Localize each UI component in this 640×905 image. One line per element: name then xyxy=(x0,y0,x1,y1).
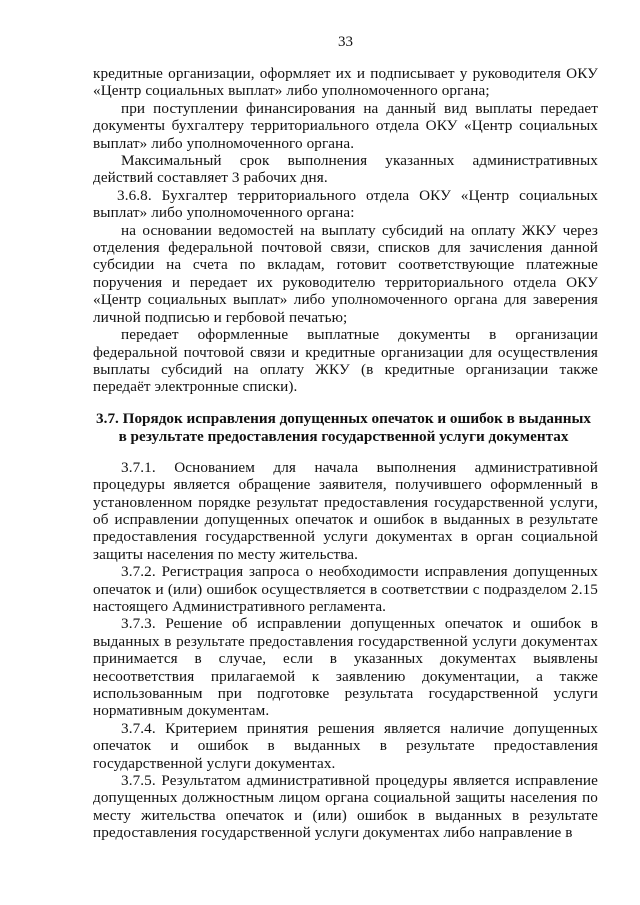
paragraph: 3.7.4. Критерием принятия решения является наличие допущенных опечаток и ошибок в выданных в результате предоставления государственной услуги документах. xyxy=(93,719,598,772)
paragraph: 3.7.5. Результатом административной процедуры является исправление допущенных должностным лицом органа социальной защиты населения по месту жительства опечаток и (или) ошибок в выданных в результате предоставления государственной услуги документах либо направление в xyxy=(93,772,598,842)
section-heading: 3.7. Порядок исправления допущенных опечаток и ошибок в выданных в результате предоставления государственной услуги документах xyxy=(96,409,591,445)
paragraph: передает оформленные выплатные документы в организации федеральной почтовой связи и кредитные организации для осуществления выплаты субсидий на оплату ЖКУ (в кредитные организации также передаёт электронные списки). xyxy=(93,326,598,396)
paragraph: 3.7.2. Регистрация запроса о необходимости исправления допущенных опечаток и (или) ошибок осуществляется в соответствии с подразделом 2.15 настоящего Административного регламента. xyxy=(93,563,598,615)
page-number: 33 xyxy=(338,34,353,50)
paragraph: кредитные организации, оформляет их и подписывает у руководителя ОКУ «Центр социальных выплат» либо уполномоченного органа; xyxy=(93,65,598,100)
paragraph: Максимальный срок выполнения указанных административных действий составляет 3 рабочих дня. xyxy=(93,152,598,187)
paragraph: на основании ведомостей на выплату субсидий на оплату ЖКУ через отделения федеральной почтовой связи, списков для зачисления данной субсидии на счета по вкладам, готовит соответствующие платежные поручения и передает их руководителю территориального отдела ОКУ «Центр социальных выплат» либо уполномоченного органа для заверения личной подписью и гербовой печатью; xyxy=(93,221,598,326)
paragraph: при поступлении финансирования на данный вид выплаты передает документы бухгалтеру территориального отдела ОКУ «Центр социальных выплат» либо уполномоченного органа. xyxy=(93,99,598,152)
paragraph: 3.6.8. Бухгалтер территориального отдела ОКУ «Центр социальных выплат» либо уполномоченного органа: xyxy=(93,186,598,222)
paragraph: 3.7.1. Основанием для начала выполнения административной процедуры является обращение заявителя, получившего оформленный в установленном порядке результат предоставления государственной услуги, об исправлении допущенных опечаток и ошибок в выданных в результате предоставления государственной услуги документах в орган социальной защиты населения по месту жительства. xyxy=(93,458,598,563)
paragraph: 3.7.3. Решение об исправлении допущенных опечаток и ошибок в выданных в результате предоставления государственной услуги документах принимается в случае, если в указанных документах выявлены несоответствия прилагаемой к заявлению документации, а также использованным при подготовке результата государственной услуги нормативным документам. xyxy=(93,615,598,720)
